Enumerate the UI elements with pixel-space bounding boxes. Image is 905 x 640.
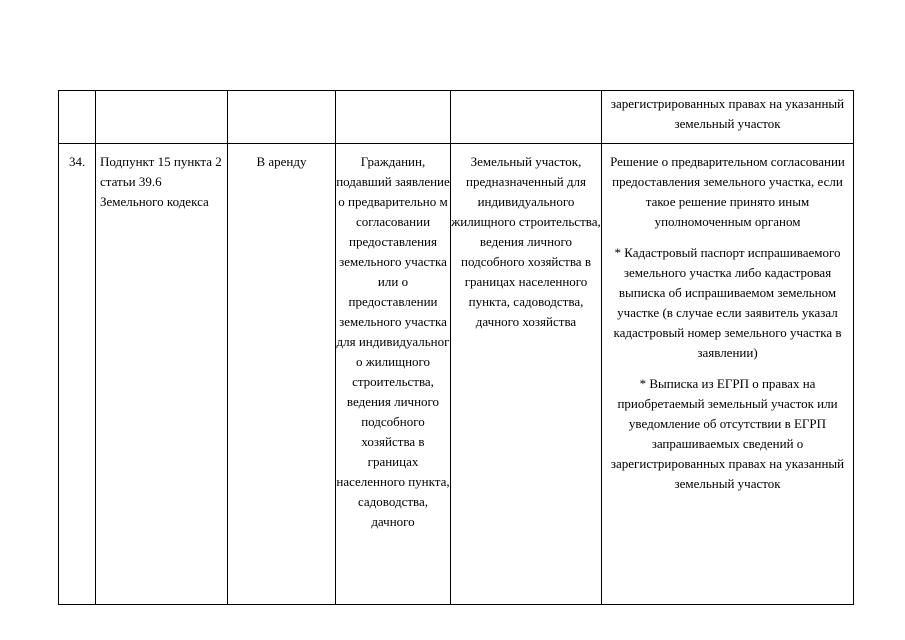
cell-land-plot: [451, 144, 602, 605]
type-of-right-text: В аренду: [256, 154, 307, 169]
cell-applicant: [336, 144, 451, 605]
cell-legal-basis: [96, 144, 228, 605]
document-item: Решение о предварительном согласовании предоставления земельного участка, если такое решение принято иным уполномоченным органом: [610, 154, 845, 229]
land-documents-table: [58, 90, 854, 605]
land-plot-text: Земельный участок, предназначенный для индивидуального жилищного строительства, ведения личного подсобного хозяйства в границах населенного пункта, садоводства, дачного хозяйства: [451, 154, 601, 329]
row-number: 34.: [69, 154, 86, 169]
document-item: * Выписка из ЕГРП о правах на приобретаемый земельный участок или уведомление об отсутствии в ЕГРП запрашиваемых сведений о зарегистрированных правах на указанный земельный участок: [610, 376, 845, 491]
cell-documents-continuation: [602, 91, 854, 144]
cell-documents: [602, 144, 854, 605]
table-row-continuation: [59, 91, 854, 144]
cell-empty: [228, 91, 336, 144]
cell-row-number: [59, 144, 96, 605]
legal-basis-text: Подпункт 15 пункта 2 статьи 39.6 Земельного кодекса: [100, 154, 222, 209]
cell-empty: [96, 91, 228, 144]
table-row: [59, 144, 854, 605]
cell-empty: [59, 91, 96, 144]
cell-empty: [336, 91, 451, 144]
applicant-text: Гражданин, подавший заявление о предварительно м согласовании предоставления земельного участка или о предоставлении земельного участка для индивидуальног о жилищного строительства, ведения личного подсобного хозяйства в границах населенного пункта, садоводства, дачного: [336, 154, 450, 529]
cell-empty: [451, 91, 602, 144]
cell-type-of-right: [228, 144, 336, 605]
documents-continuation-text: зарегистрированных правах на указанный земельный участок: [610, 96, 845, 131]
document-item: * Кадастровый паспорт испрашиваемого земельного участка либо кадастровая выписка об испрашиваемом земельном участке (в случае если заявитель указал кадастровый номер земельного участка в заявлении): [613, 245, 842, 360]
